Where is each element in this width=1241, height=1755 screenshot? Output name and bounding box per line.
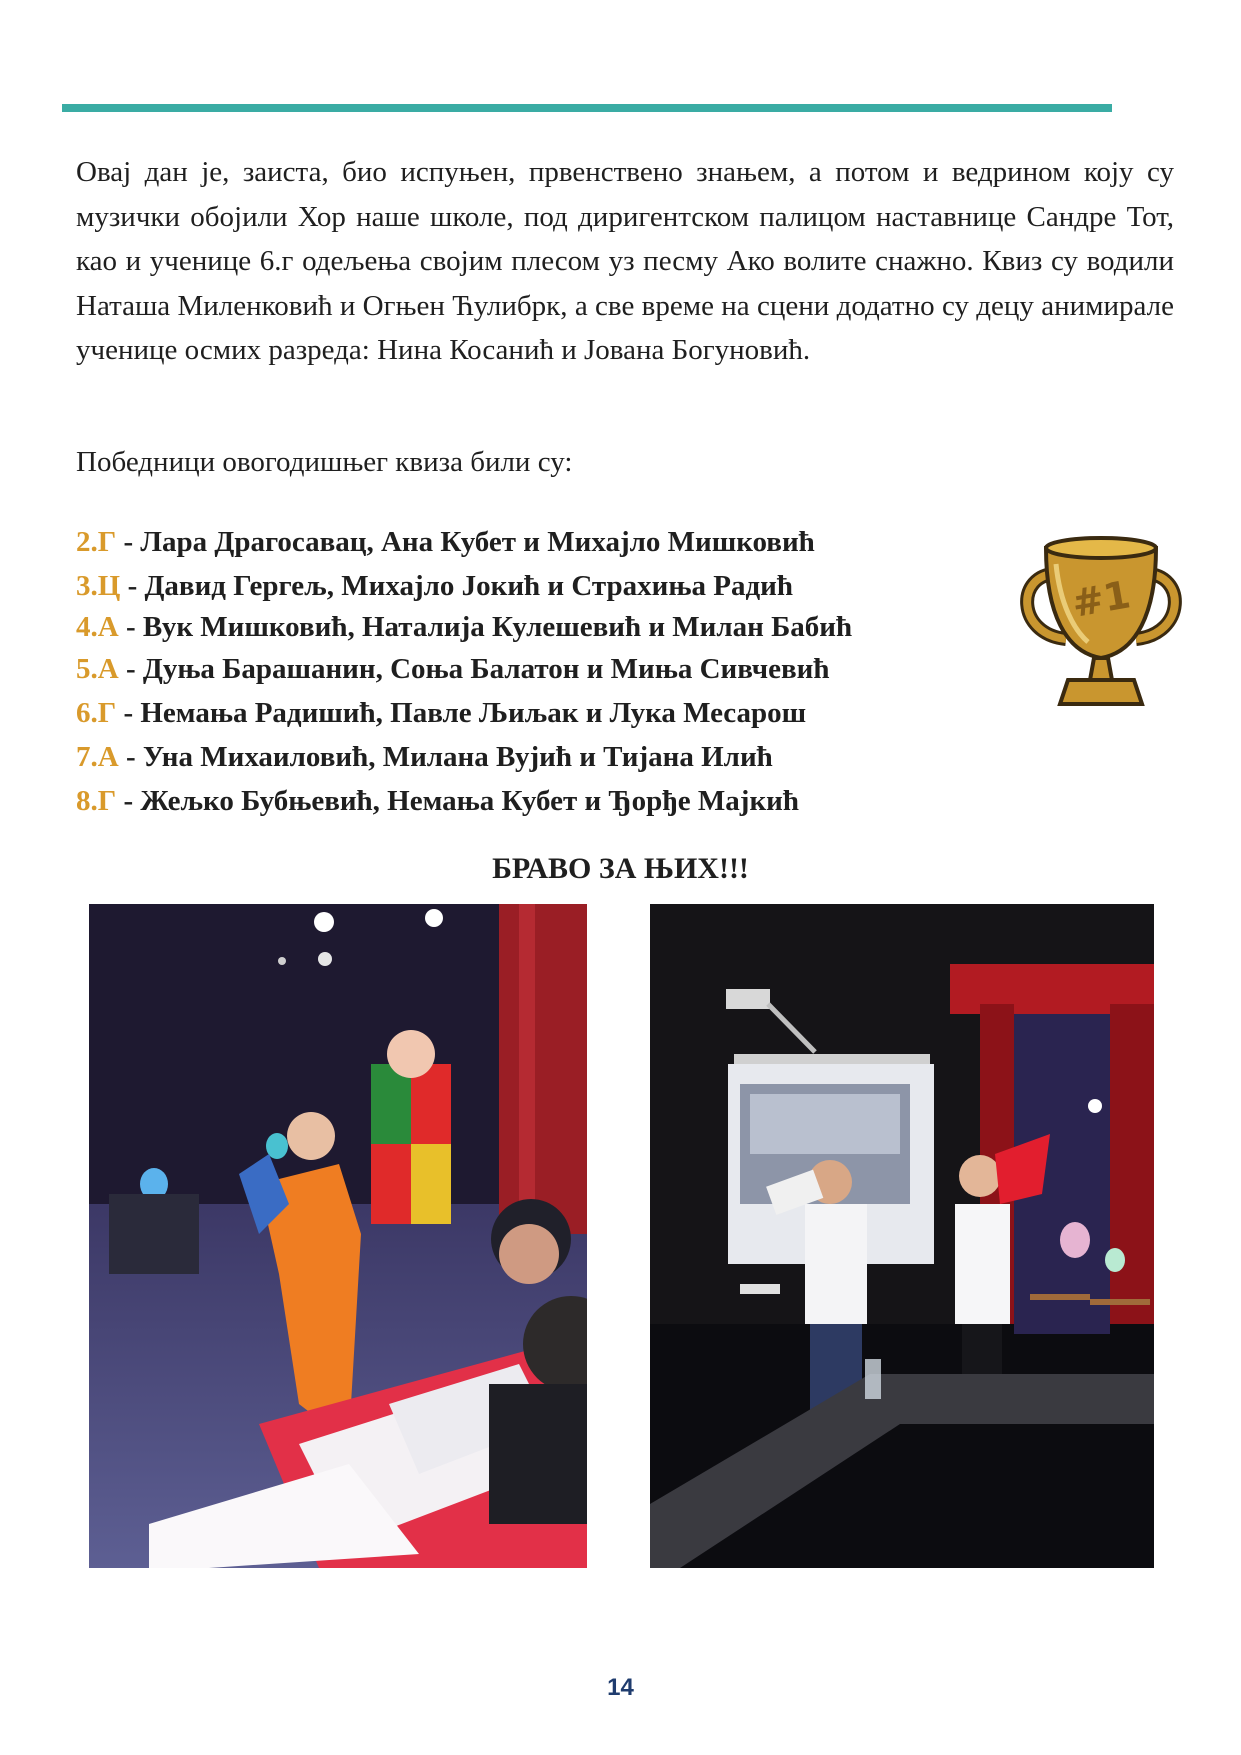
winner-names: Вук Мишковић, Наталија Кулешевић и Милан Бабић — [142, 611, 853, 643]
winner-class: 7.А — [76, 741, 119, 773]
winner-names: Давид Гергељ, Михајло Јокић и Страхиња Радић — [144, 570, 793, 602]
winner-row — [76, 520, 852, 564]
winner-class: 2.Г — [76, 526, 117, 558]
top-accent-rule — [62, 104, 1112, 112]
bravo-heading: БРАВО ЗА ЊИХ!!! — [492, 852, 749, 885]
trophy-label: #1 — [1068, 572, 1134, 626]
winner-row — [76, 735, 852, 779]
winner-names: Уна Михаиловић, Милана Вујић и Тијана Илић — [142, 741, 773, 773]
winner-separator: - — [116, 785, 141, 817]
winner-names: Лара Драгосавац, Ана Кубет и Михајло Мишковић — [140, 526, 815, 558]
winner-row — [76, 608, 852, 647]
winner-row — [76, 647, 852, 691]
winner-class: 4.А — [76, 611, 119, 643]
winner-separator: - — [118, 611, 143, 643]
quiz-photo-hosts — [650, 904, 1154, 1568]
winner-class: 3.Ц — [76, 570, 121, 602]
winner-class: 6.Г — [76, 697, 117, 729]
winner-row — [76, 564, 852, 608]
winner-separator: - — [120, 570, 145, 602]
trophy-icon — [1016, 534, 1186, 714]
winner-class: 8.Г — [76, 785, 117, 817]
winners-intro: Победници овогодишњег квиза били су: — [76, 446, 573, 478]
winners-list — [76, 520, 852, 823]
page-number: 14 — [607, 1674, 634, 1701]
winner-separator: - — [116, 526, 141, 558]
body-paragraph: Овај дан је, заиста, био испуњен, првенствено знањем, а потом и ведрином коју су музички обојили Хор наше школе, под диригентском палицом наставнице Сандре Тот, као и ученице 6.г одељења својим плесом уз песму Ако волите снажно. Квиз су водили Наташа Миленковић и Огњен Ћулибрк, а све време на сцени додатно су децу анимирале ученице осмих разреда: Нина Косанић и Јована Богуновић. — [76, 156, 1174, 366]
winner-separator: - — [118, 741, 143, 773]
quiz-photo-contestants — [89, 904, 587, 1568]
winner-row — [76, 779, 852, 823]
winner-names: Дуња Барашанин, Соња Балатон и Миња Сивчевић — [142, 653, 830, 685]
winner-row — [76, 691, 852, 735]
winner-separator: - — [116, 697, 141, 729]
winner-class: 5.А — [76, 653, 119, 685]
winner-names: Жељко Бубњевић, Немања Кубет и Ђорђе Мајкић — [140, 785, 799, 817]
winner-names: Немања Радишић, Павле Љиљак и Лука Месарош — [140, 697, 807, 729]
winner-separator: - — [118, 653, 143, 685]
